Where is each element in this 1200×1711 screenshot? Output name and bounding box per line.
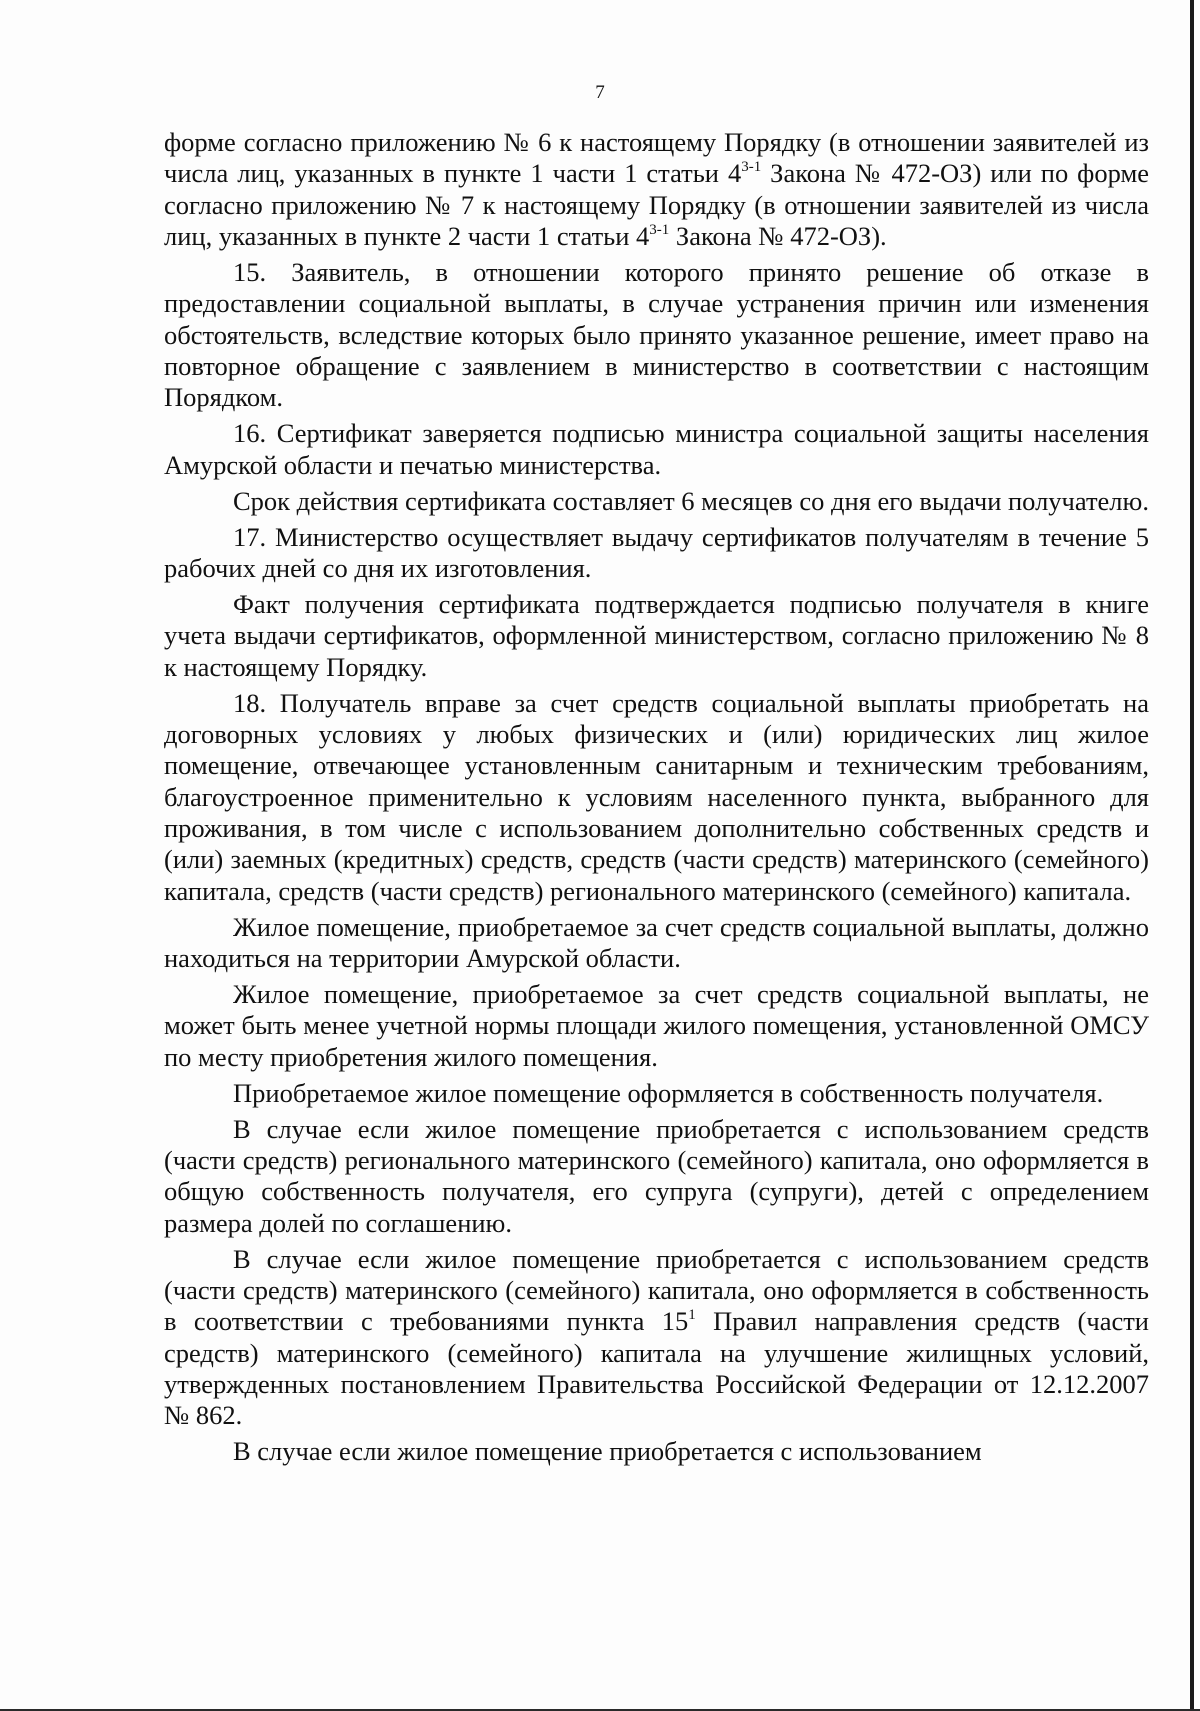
paragraph-certificate-validity: Срок действия сертификата составляет 6 месяцев со дня его выдачи получателю. — [233, 485, 1149, 516]
scan-right-edge — [1190, 0, 1194, 1711]
superscript: 1 — [688, 1307, 696, 1324]
paragraph-receipt-confirmation: Факт получения сертификата подтверждается подписью получателя в книге учета выдачи сертификатов, оформленной министерством, согласно приложению № 8 к настоящему Порядку. — [164, 589, 1149, 682]
paragraph-16: 16. Сертификат заверяется подписью министра социальной защиты населения Амурской области и печатью министерства. — [164, 418, 1149, 480]
paragraph-area-norm: Жилое помещение, приобретаемое за счет средств социальной выплаты, не может быть менее учетной нормы площади жилого помещения, установленной ОМСУ по месту приобретения жилого помещения. — [164, 979, 1149, 1072]
paragraph-regional-capital: В случае если жилое помещение приобретается с использованием средств (части средств) регионального материнского (семейного) капитала, оно оформляется в общую собственность получателя, его супруга (супруги), детей с определением размера долей по соглашению. — [164, 1113, 1149, 1238]
paragraph-continuation: форме согласно приложению № 6 к настоящему Порядку (в отношении заявителей из числа лиц, указанных в пункте 1 части 1 статьи 4$^{3-1}$ Закона № 472-ОЗ) или по форме согласно приложению № 7 к настоящему Порядку (в отношении заявителей из числа лиц, указанных в пункте 2 части 1 статьи 4$^{3-1}$ Закона № 472-ОЗ). — [164, 127, 1149, 251]
paragraph-18: 18. Получатель вправе за счет средств социальной выплаты приобретать на договорных условиях у любых физических и (или) юридических лиц жилое помещение, отвечающее установленным санитарным и техническим требованиям, благоустроенное применительно к условиям населенного пункта, выбранного для проживания, в том числе с использованием дополнительно собственных средств и (или) заемных (кредитных) средств, средств (части средств) материнского (семейного) капитала, средств (части средств) регионального материнского (семейного) капитала. — [164, 687, 1149, 906]
paragraph-ownership: Приобретаемое жилое помещение оформляется в собственность получателя. — [233, 1077, 1104, 1108]
document-body — [164, 127, 1149, 1473]
paragraph-final-partial: В случае если жилое помещение приобретается с использованием — [233, 1436, 982, 1467]
paragraph-17: 17. Министерство осуществляет выдачу сертификатов получателям в течение 5 рабочих дней со дня их изготовления. — [164, 521, 1149, 584]
superscript: 3-1 — [741, 159, 762, 176]
paragraph-15: 15. Заявитель, в отношении которого принято решение об отказе в предоставлении социальной выплаты, в случае устранения причин или изменения обстоятельств, вследствие которых было принято указанное решение, имеет право на повторное обращение с заявлением в министерство в соответствии с настоящим Порядком. — [164, 256, 1149, 413]
superscript: 3-1 — [649, 221, 670, 238]
paragraph-territory: Жилое помещение, приобретаемое за счет средств социальной выплаты, должно находиться на территории Амурской области. — [164, 911, 1149, 973]
paragraph-maternity-capital: В случае если жилое помещение приобретается с использованием средств (части средств) материнского (семейного) капитала, оно оформляется в собственность в соответствии с требованиями пункта $15^1$ Правил направления средств (части средств) материнского (семейного) капитала на улучшение жилищных условий, утвержденных постановлением Правительства Российской Федерации от 12.12.2007 № 862. — [164, 1243, 1149, 1431]
page-number: 7 — [595, 82, 605, 103]
